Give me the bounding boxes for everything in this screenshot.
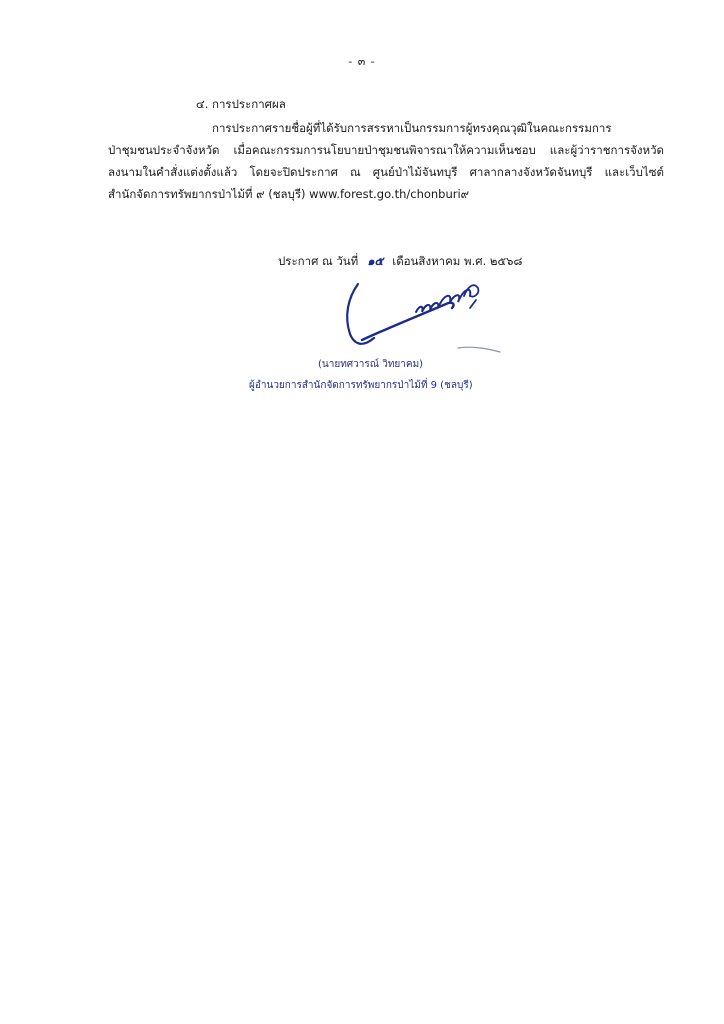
paragraph-line-3: ลงนามในคำสั่งแต่งตั้งแล้ว โดยจะปิดประกาศ ณ ศูนย์ป่าไม้จันทบุรี ศาลากลางจังหวัดจันทบุรี และเว็บไซต์ [108,165,664,179]
announcement-date [278,253,522,271]
handwritten-signature [318,278,508,358]
paragraph-line-1: การประกาศรายชื่อผู้ที่ได้รับการสรรหาเป็นกรรมการผู้ทรงคุณวุฒิในคณะกรรมการ [212,121,612,135]
paragraph-line-2: ป่าชุมชนประจำจังหวัด เมื่อคณะกรรมการนโยบายป่าชุมชนพิจารณาให้ความเห็นชอบ และผู้ว่าราชการจังหวัด [108,143,664,157]
paragraph-line-4: สำนักจัดการทรัพยากรป่าไม้ที่ ๙ (ชลบุรี) www.forest.go.th/chonburi๙ [108,187,470,201]
date-day: ๑๕ [367,254,384,268]
section-heading: ๔. การประกาศผล [196,97,286,111]
signer-title: ผู้อำนวยการสำนักจัดการทรัพยากรป่าไม้ที่ 9 (ชลบุรี) [249,380,473,391]
signer-name: (นายทศวารณ์ วิทยาคม) [318,359,424,370]
page-number: - ๓ - [348,55,376,68]
date-suffix: เดือนสิงหาคม พ.ศ. ๒๕๖๘ [392,254,523,268]
date-prefix: ประกาศ ณ วันที่ [278,254,359,268]
